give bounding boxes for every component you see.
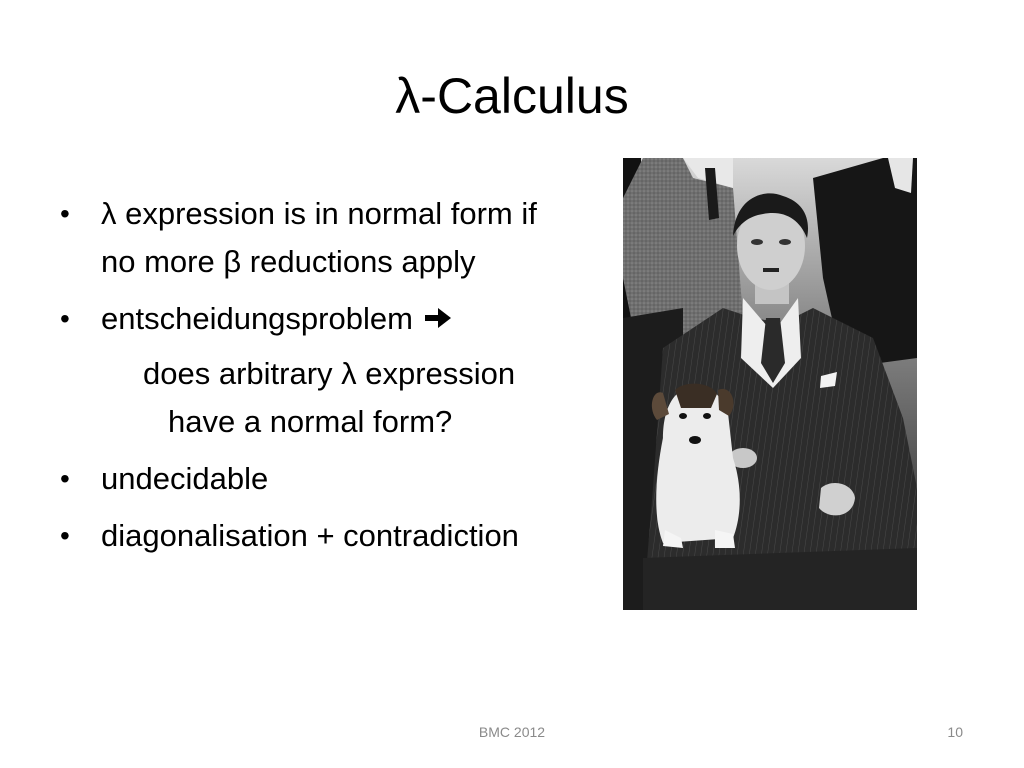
bullet-item: [60, 512, 560, 560]
bullet-marker: •: [60, 520, 70, 551]
bullet-list: [60, 190, 560, 569]
photo-illustration: [623, 158, 917, 610]
bullet-marker: •: [60, 198, 70, 229]
bullet-text: λ expression is in normal form if no more β reductions apply: [101, 196, 537, 279]
man-with-dog-photo: [623, 158, 917, 610]
bullet-marker: •: [60, 303, 70, 334]
bullet-item: [60, 295, 560, 343]
bullet-item: [60, 455, 560, 503]
page-number: 10: [947, 724, 963, 740]
bullet-marker: •: [60, 463, 70, 494]
bullet-item: [60, 190, 560, 286]
footer-text: BMC 2012: [478, 724, 546, 740]
bullet-text: diagonalisation + contradiction: [101, 518, 519, 553]
bullet-text: undecidable: [101, 461, 269, 496]
right-arrow-icon: [423, 306, 453, 330]
sub-item-text: does arbitrary λ expression have a normal form?: [143, 356, 516, 439]
bullet-text: entscheidungsproblem: [101, 301, 413, 336]
slide-title: λ-Calculus: [395, 68, 629, 124]
